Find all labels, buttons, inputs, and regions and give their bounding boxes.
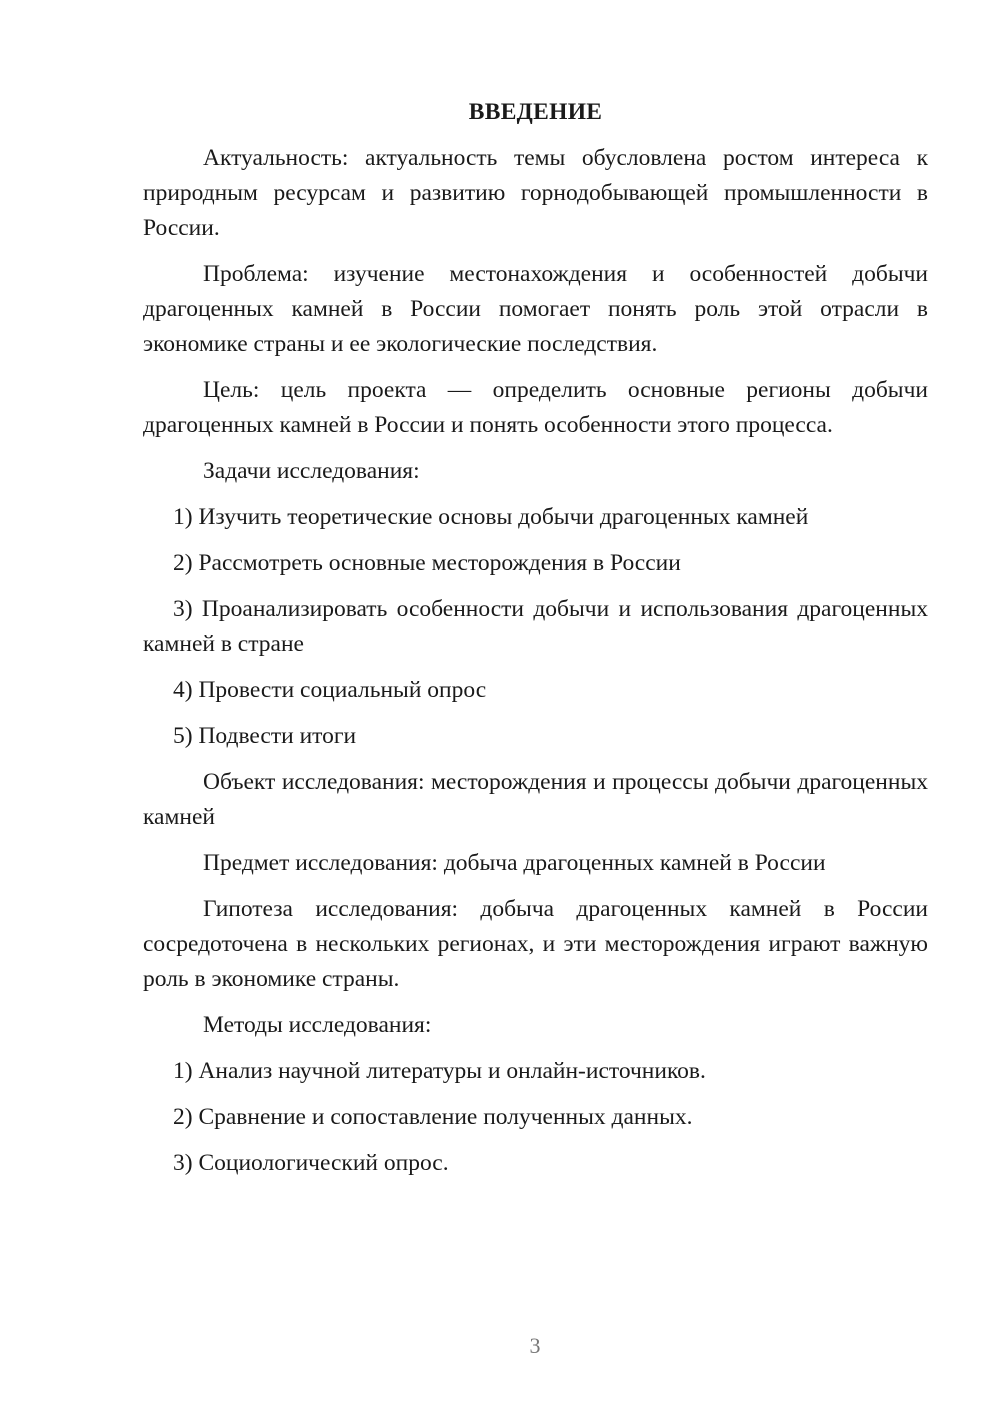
task-item: 2) Рассмотреть основные месторождения в России: [173, 550, 681, 576]
method-item: 1) Анализ научной литературы и онлайн-источников.: [173, 1058, 706, 1084]
relevance-paragraph: Актуальность: актуальность темы обусловлена ростом интереса к природным ресурсам и развитию горнодобывающей промышленности в России.: [143, 145, 928, 241]
task-item: 1) Изучить теоретические основы добычи драгоценных камней: [173, 504, 809, 530]
task-item: 3) Проанализировать особенности добычи и использования драгоценных камней в стране: [143, 596, 928, 657]
tasks-heading: Задачи исследования:: [203, 458, 420, 484]
method-item: 3) Социологический опрос.: [173, 1150, 449, 1176]
hypothesis-paragraph: Гипотеза исследования: добыча драгоценных камней в России сосредоточена в нескольких регионах, и эти месторождения играют важную роль в экономике страны.: [143, 896, 928, 992]
method-item: 2) Сравнение и сопоставление полученных данных.: [173, 1104, 693, 1130]
task-item: 5) Подвести итоги: [173, 723, 357, 749]
page-number: 3: [529, 1333, 541, 1358]
page-title: ВВЕДЕНИЕ: [468, 99, 603, 125]
subject-paragraph: Предмет исследования: добыча драгоценных камней в России: [203, 850, 826, 876]
methods-heading: Методы исследования:: [203, 1012, 432, 1038]
task-item: 4) Провести социальный опрос: [173, 677, 487, 703]
object-paragraph: Объект исследования: месторождения и процессы добычи драгоценных камней: [143, 769, 928, 830]
document-page: [143, 95, 928, 1192]
goal-paragraph: Цель: цель проекта — определить основные регионы добычи драгоценных камней в России и понять особенности этого процесса.: [143, 377, 928, 438]
problem-paragraph: Проблема: изучение местонахождения и особенностей добычи драгоценных камней в России помогает понять роль этой отрасли в экономике страны и ее экологические последствия.: [143, 261, 928, 357]
